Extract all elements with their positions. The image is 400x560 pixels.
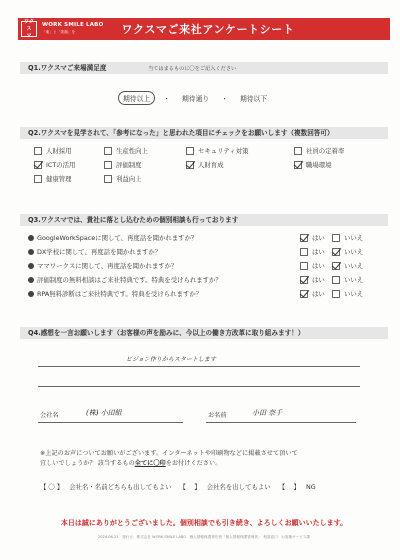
q3-question-text: RPA無料診断はご来社特典です。特典を受けられますか？ [37, 290, 203, 298]
q2-item[interactable] [294, 160, 332, 169]
q3-question-text: GoogleWorkSpaceに関して、再度話を聞かれますか？ [37, 234, 198, 242]
q3-no[interactable] [332, 233, 363, 242]
q3-no[interactable] [332, 289, 363, 298]
consent-option-2: 会社名を出してもよい [206, 483, 271, 491]
consent-line2 [40, 459, 370, 469]
q4-comment: ビジョン作りからスタートします [126, 356, 216, 363]
comment-line [38, 366, 360, 367]
checkbox[interactable] [332, 290, 340, 298]
q3-question [28, 289, 202, 298]
checkbox[interactable] [34, 147, 42, 155]
consent-option-3: NG [305, 483, 316, 491]
q2-item[interactable] [34, 160, 75, 169]
no-label: いいえ [344, 248, 364, 256]
consent-note [40, 449, 370, 469]
no-label: いいえ [344, 276, 364, 284]
q2-item[interactable] [186, 160, 224, 169]
checkbox-checked[interactable] [34, 161, 42, 169]
consent-line2-a: 宜しいでしょうか？ 該当するもの [40, 460, 135, 467]
q2-item-label: 評価制度 [116, 161, 142, 169]
page-title: ワクスマご来社アンケートシート [121, 23, 295, 36]
bullet-icon [28, 235, 34, 241]
q2-title [20, 127, 388, 139]
checkbox[interactable] [186, 147, 194, 155]
consent-option-2-mark[interactable]: 【 】 [179, 483, 201, 491]
yes-label: はい [312, 276, 325, 284]
q1-option-as-expected[interactable]: 期待通り [181, 95, 210, 103]
q2-item[interactable] [104, 160, 142, 169]
name-label: お名前 [208, 412, 227, 419]
q2-title-text: Q2.ワクスマを見学されて、「参考になった」と思われた項目にチェックをお願いします（複数回答可） [28, 129, 334, 137]
checkbox[interactable] [300, 262, 308, 270]
q2-item[interactable] [294, 146, 344, 155]
q1-option-above[interactable]: 期待以上 [118, 91, 155, 105]
consent-option-1: 会社名・名前どちらも出してもよい [69, 483, 172, 491]
q2-item-label: 健康管理 [46, 175, 72, 183]
q1-note: 当てはまるものに〇をご記入ください [148, 66, 237, 72]
checkbox-checked[interactable] [332, 248, 340, 256]
q2-item[interactable] [34, 174, 72, 183]
copyright-text: 2024.06.21 発行元：株式会社 WORK SMILE LABO 個人情報保護責任者「個人情報保護管理者」 相談窓口：お客様サービス課 [97, 535, 311, 539]
q1-separator: ・ [221, 95, 228, 103]
name-value: 小田 奈千 [252, 409, 283, 417]
checkbox[interactable] [104, 147, 112, 155]
company-label: 会社名 [40, 412, 59, 419]
q2-item-label: 人財採用 [46, 147, 72, 155]
q3-question [28, 275, 222, 284]
q2-item-label: 社員の定着率 [306, 147, 345, 155]
brand-sub-text: 「楽」と「笑顔」を [42, 30, 76, 34]
bullet-icon [28, 249, 34, 255]
q3-no[interactable] [332, 261, 363, 270]
consent-options [40, 482, 322, 491]
q2-item-label: セキュリティ対策 [198, 147, 249, 155]
consent-option-3-mark[interactable]: 【 】 [278, 483, 300, 491]
q2-item[interactable] [104, 146, 148, 155]
yes-label: はい [312, 234, 325, 242]
bullet-icon [28, 291, 34, 297]
q4-title [20, 327, 388, 339]
q3-no[interactable] [332, 247, 363, 256]
q3-question [28, 233, 197, 242]
yes-label: はい [312, 248, 325, 256]
checkbox-checked[interactable] [300, 290, 308, 298]
consent-option-1-mark[interactable]: 【 〇 】 [40, 483, 64, 491]
q3-no[interactable] [332, 275, 363, 284]
q1-options [118, 91, 271, 105]
checkbox[interactable] [104, 175, 112, 183]
q2-item-label: 人財育成 [198, 161, 224, 169]
q2-item-label: 利益向上 [116, 175, 142, 183]
q3-question [28, 261, 177, 270]
checkbox[interactable] [332, 234, 340, 242]
q3-yes[interactable] [300, 261, 325, 270]
q1-option-below[interactable]: 期待以下 [239, 95, 268, 103]
yes-label: はい [312, 262, 325, 270]
q2-item-label: ICTの活用 [46, 161, 76, 169]
consent-line1: ※上記のお声についてお願いがございます。インターネットや印刷物などに掲載させて頂いて [40, 450, 298, 457]
q3-question-text: DX学校に関して、再度話を聞かれますか？ [37, 248, 162, 256]
q3-yes[interactable] [300, 247, 325, 256]
checkbox-checked[interactable] [300, 234, 308, 242]
q2-item[interactable] [104, 174, 142, 183]
q3-yes[interactable] [300, 233, 325, 242]
bullet-icon [28, 277, 34, 283]
brand-logo [21, 18, 37, 39]
name-line [206, 422, 356, 423]
q1-separator: ・ [163, 95, 170, 103]
comment-line [38, 386, 360, 387]
q3-question-text: ママワークスに関して、再度話を聞かれますか？ [37, 262, 178, 270]
q3-question [28, 247, 161, 256]
logo-top-text: ワクス [23, 18, 34, 32]
checkbox[interactable] [34, 175, 42, 183]
checkbox[interactable] [294, 147, 302, 155]
q2-item-label: 職場環境 [306, 161, 332, 169]
q3-yes[interactable] [300, 289, 325, 298]
checkbox-checked[interactable] [186, 161, 194, 169]
q4-title-text: Q4.感想を一言お願いします（お客様の声を励みに、今以上の働き方改革に取り組みます！） [28, 329, 305, 337]
q2-item-label: 生産性向上 [116, 147, 148, 155]
checkbox[interactable] [332, 276, 340, 284]
checkbox[interactable] [104, 161, 112, 169]
consent-line2-underlined: 全てに〇印 [134, 460, 166, 467]
header-bar [18, 18, 390, 40]
brand-name [42, 22, 103, 36]
q3-title-text: Q3.ワクスマでは、貴社に落とし込むための個別相談も行っております [28, 216, 239, 224]
no-label: いいえ [344, 234, 364, 242]
q3-yes[interactable] [300, 275, 325, 284]
logo-bottom-text: マ [26, 32, 32, 39]
q2-item[interactable] [186, 146, 249, 155]
no-label: いいえ [344, 262, 364, 270]
q3-question-text: 評価制度の無料相談はご来社特典です。特典を受けられますか？ [37, 276, 222, 284]
no-label: いいえ [344, 290, 364, 298]
yes-label: はい [312, 290, 325, 298]
checkbox-checked[interactable] [300, 276, 308, 284]
bullet-icon [28, 263, 34, 269]
checkbox[interactable] [300, 248, 308, 256]
q1-title-text: Q1.ワクスマご来場満足度 [28, 64, 107, 72]
thanks-message: 本日は誠にありがとうございました。個別相談でも引き続き、よろしくお願いいたします。 [60, 519, 348, 527]
company-value: (株) 小田組 [86, 409, 122, 417]
checkbox-checked[interactable] [332, 262, 340, 270]
company-line [38, 422, 183, 423]
q2-item[interactable] [34, 146, 72, 155]
consent-line2-b: をお付けください。 [165, 460, 222, 467]
brand-text: WORK SMILE LABO [42, 22, 104, 28]
q3-title [20, 214, 388, 226]
checkbox-checked[interactable] [294, 161, 302, 169]
